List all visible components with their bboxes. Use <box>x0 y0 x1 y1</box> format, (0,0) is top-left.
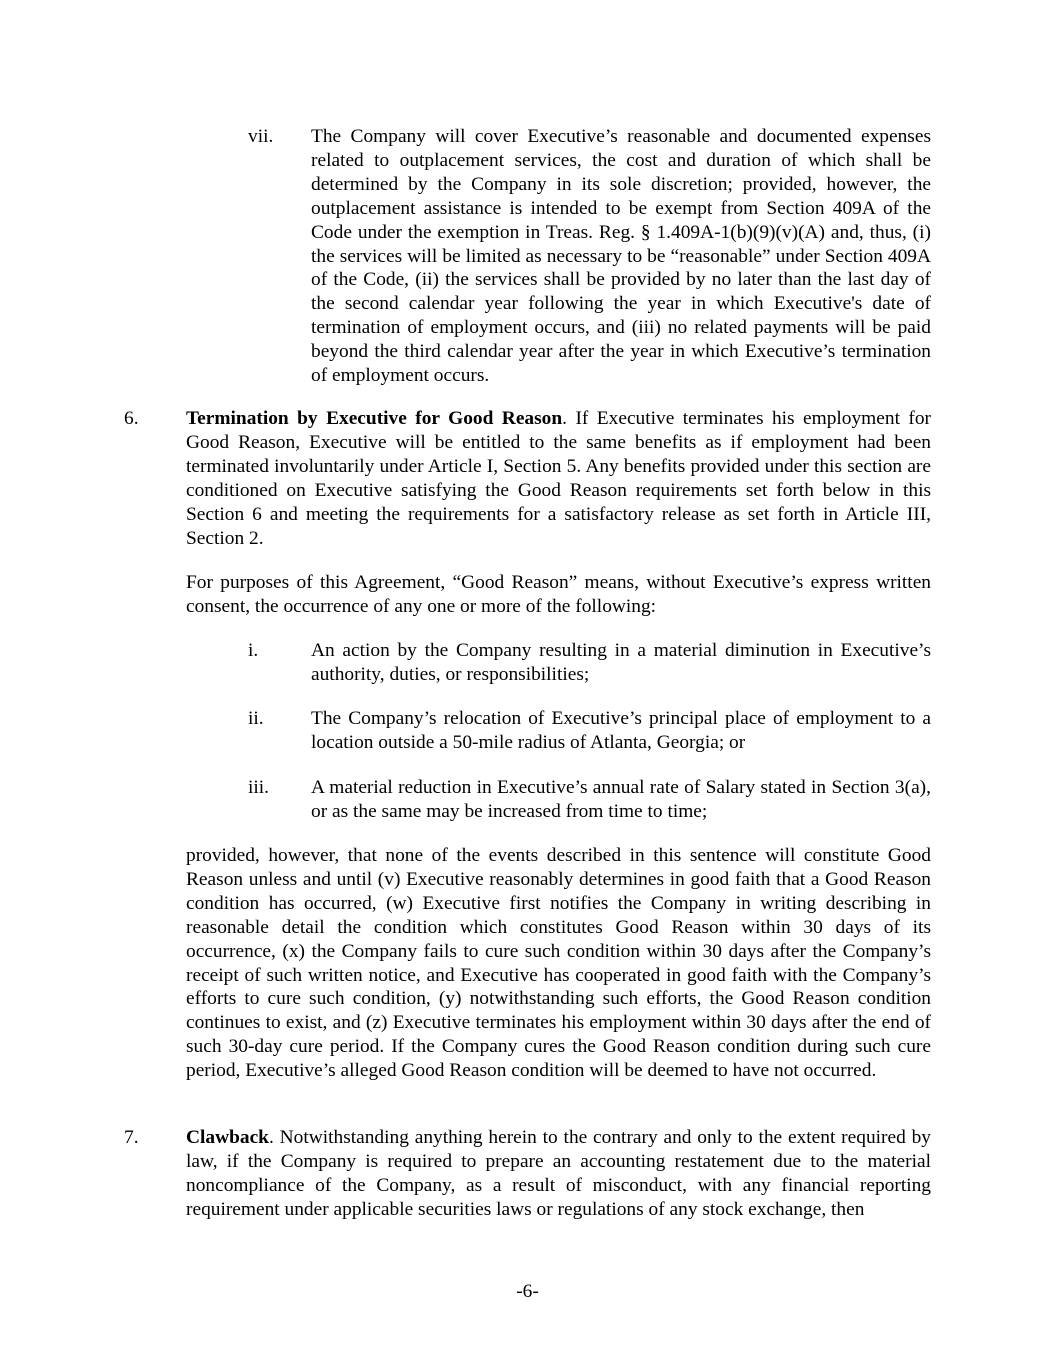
section-7 <box>124 1126 931 1222</box>
good-reason-definition: For purposes of this Agreement, “Good Reason” means, without Executive’s express written consent, the occurrence of any one or more of the following: <box>186 572 931 617</box>
proviso-paragraph: provided, however, that none of the events described in this sentence will constitute Good Reason unless and until (v) Executive reasonably determines in good faith that a Good Reason condition has occurred, (w) Executive first notifies the Company in writing describing in reasonable detail the condition which constitutes Good Reason within 30 days of its occurrence, (x) the Company fails to cure such condition within 30 days after the Company’s receipt of such written notice, and Executive has cooperated in good faith with the Company’s efforts to cure such condition, (y) notwithstanding such efforts, the Good Reason condition continues to exist, and (z) Executive terminates his employment within 30 days after the end of such 30-day cure period. If the Company cures the Good Reason condition during such cure period, Executive’s alleged Good Reason condition will be deemed to have not occurred. <box>186 845 931 1082</box>
list-item-number: vii. <box>248 126 274 147</box>
list-item-iii <box>248 776 931 824</box>
list-item-number: ii. <box>248 708 264 729</box>
list-item-number: i. <box>248 640 259 661</box>
section-text: . Notwithstanding anything herein to the contrary and only to the extent required by law, if the Company is required to prepare an accounting restatement due to the material noncompliance of the Company, as a result of misconduct, with any financial reporting requirement under applicable securities laws or regulations of any stock exchange, then <box>186 1127 931 1220</box>
list-item-number: iii. <box>248 777 270 798</box>
list-item-text: A material reduction in Executive’s annual rate of Salary stated in Section 3(a), or as the same may be increased from time to time; <box>311 777 931 822</box>
section-number: 7. <box>124 1127 139 1148</box>
section-text: . If Executive terminates his employment for Good Reason, Executive will be entitled to the same benefits as if employment had been terminated involuntarily under Article I, Section 5. Any benefits provided under this section are conditioned on Executive satisfying the Good Reason requirements set forth below in this Section 6 and meeting the requirements for a satisfactory release as set forth in Article III, Section 2. <box>186 408 932 549</box>
section-number: 6. <box>124 408 139 429</box>
section-heading: Clawback <box>186 1127 269 1148</box>
section-body <box>186 1126 931 1222</box>
list-item-i <box>248 639 931 687</box>
list-item-ii <box>248 707 931 755</box>
section-heading: Termination by Executive for Good Reason <box>186 408 563 429</box>
section-6 <box>124 407 931 550</box>
page-number: -6- <box>516 1281 539 1302</box>
list-item-text: The Company’s relocation of Executive’s principal place of employment to a location outside a 50-mile radius of Atlanta, Georgia; or <box>311 708 931 753</box>
list-item-text: The Company will cover Executive’s reasonable and documented expenses related to outplacement services, the cost and duration of which shall be determined by the Company in its sole discretion; provided, however, the outplacement assistance is intended to be exempt from Section 409A of the Code under the exemption in Treas. Reg. § 1.409A-1(b)(9)(v)(A) and, thus, (i) the services will be limited as necessary to be “reasonable” under Section 409A of the Code, (ii) the services shall be provided by no later than the last day of the second calendar year following the year in which Executive's date of termination of employment occurs, and (iii) no related payments will be paid beyond the third calendar year after the year in which Executive’s termination of employment occurs. <box>311 126 931 387</box>
list-item-text: An action by the Company resulting in a material diminution in Executive’s authority, duties, or responsibilities; <box>311 640 931 685</box>
section-body <box>186 407 931 550</box>
list-item-vii <box>248 125 931 388</box>
